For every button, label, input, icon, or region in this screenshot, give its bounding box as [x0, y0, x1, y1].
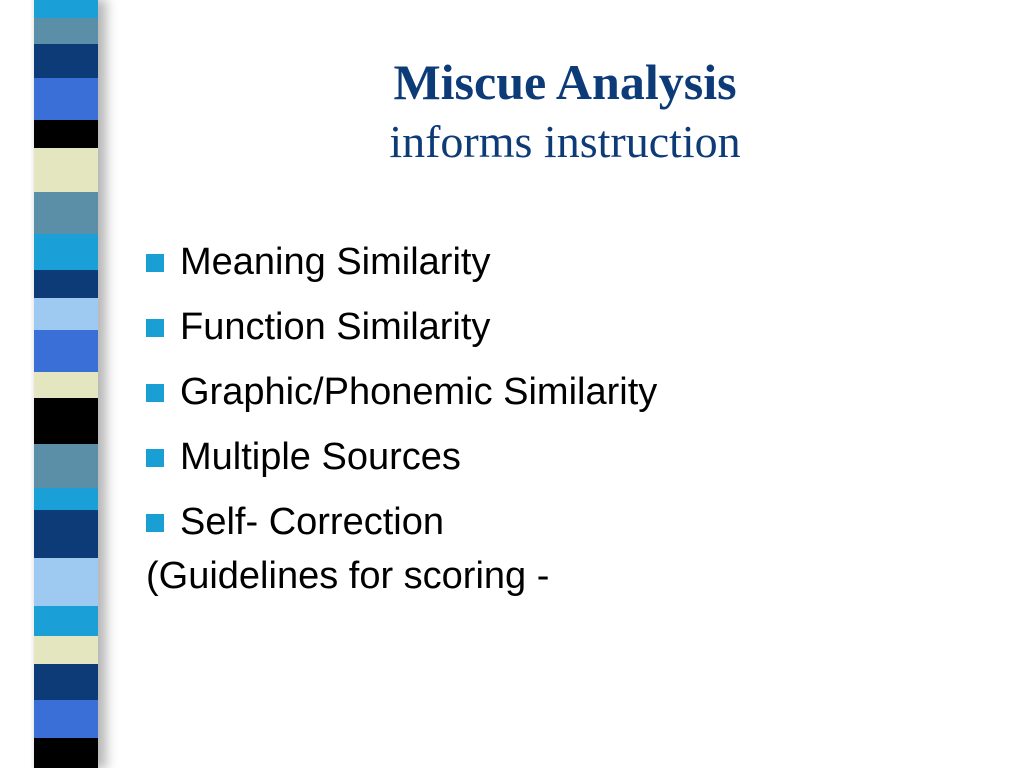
stripe-segment: [34, 664, 98, 700]
stripe-segment: [34, 488, 98, 510]
stripe-segment: [34, 148, 98, 192]
stripe-segment: [34, 120, 98, 148]
stripe-segment: [34, 558, 98, 606]
slide-title: Miscue Analysis: [393, 54, 737, 110]
stripe-segment: [34, 700, 98, 738]
square-bullet-icon: [146, 449, 164, 467]
square-bullet-icon: [146, 384, 164, 402]
stripe-segment: [34, 192, 98, 234]
stripe-segment: [34, 510, 98, 558]
bullet-list: [146, 230, 966, 555]
stripe-segment: [34, 606, 98, 636]
stripe-segment: [34, 298, 98, 330]
bullet-label: Meaning Similarity: [180, 241, 491, 283]
bullet-label: Multiple Sources: [180, 436, 461, 478]
bullet-item: [146, 490, 966, 555]
square-bullet-icon: [146, 254, 164, 272]
stripe-segment: [34, 636, 98, 664]
slide-title-block: [160, 50, 970, 170]
slide-subtitle: informs instruction: [389, 116, 741, 167]
stripe-segment: [34, 372, 98, 398]
stripe-segment: [34, 234, 98, 270]
bullet-item: [146, 230, 966, 295]
bullet-item: [146, 360, 966, 425]
stripe-segment: [34, 330, 98, 372]
stripe-segment: [34, 78, 98, 120]
bullet-item: [146, 295, 966, 360]
stripe-segment: [34, 0, 98, 18]
stripe-segment: [34, 44, 98, 78]
stripe-segment: [34, 444, 98, 488]
bullet-label: Self- Correction: [180, 501, 444, 543]
stripe-segment: [34, 270, 98, 298]
square-bullet-icon: [146, 319, 164, 337]
bullet-item: [146, 425, 966, 490]
stripe-segment: [34, 738, 98, 768]
bullet-label: Function Similarity: [180, 306, 491, 348]
decorative-color-stripe: [34, 0, 98, 768]
square-bullet-icon: [146, 514, 164, 532]
bullet-label: Graphic/Phonemic Similarity: [180, 371, 658, 413]
guidelines-note: (Guidelines for scoring -: [146, 555, 550, 597]
stripe-segment: [34, 18, 98, 44]
stripe-segment: [34, 398, 98, 444]
